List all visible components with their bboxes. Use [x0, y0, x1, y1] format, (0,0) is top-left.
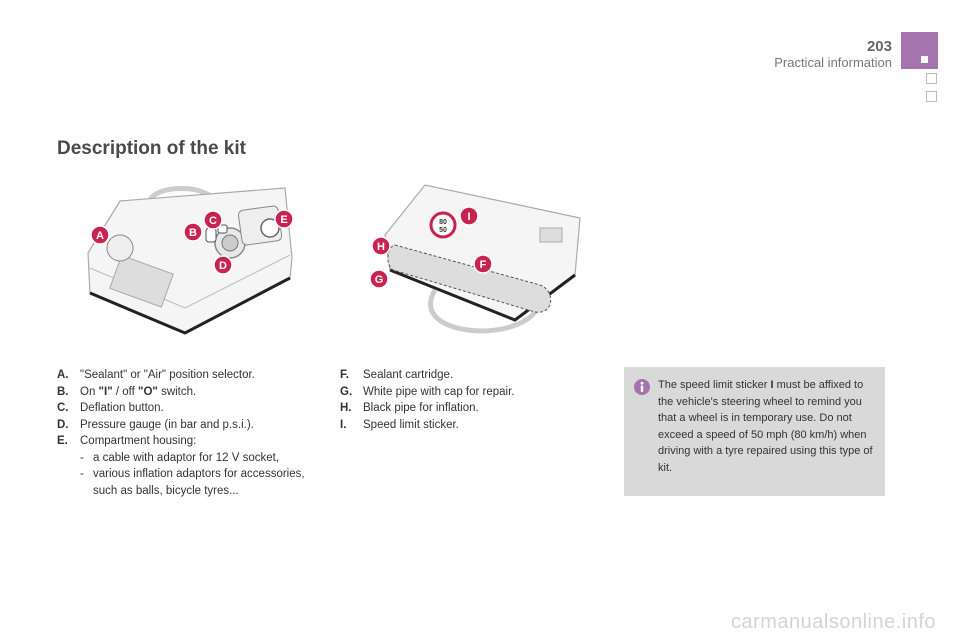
item-key: D.: [57, 418, 69, 431]
list-item: [57, 417, 307, 434]
info-icon: [634, 379, 650, 395]
chapter-tab-box-1[interactable]: [926, 73, 937, 84]
item-text: Deflation button.: [80, 402, 164, 414]
label-c: C: [209, 215, 217, 227]
item-key: H.: [340, 402, 352, 414]
page-title: Description of the kit: [57, 138, 246, 159]
info-note: [624, 367, 885, 496]
list-item: [57, 384, 307, 401]
label-f: F: [479, 259, 487, 271]
item-key: B.: [57, 385, 69, 398]
item-text: Compartment housing:: [80, 435, 197, 447]
parts-list-left: [57, 367, 307, 499]
item-text: "Sealant" or "Air" position selector.: [80, 369, 255, 381]
item-text: Pressure gauge (in bar and p.s.i.).: [80, 418, 254, 431]
item-key: I.: [340, 418, 347, 431]
speed-sticker-50: 50: [439, 227, 447, 234]
label-a: A: [96, 230, 104, 242]
item-key: E.: [57, 435, 68, 447]
item-key: C.: [57, 402, 69, 414]
parts-list-right: [340, 367, 570, 433]
list-item: [57, 400, 307, 417]
chapter-tab[interactable]: [901, 32, 938, 69]
kit-illustration-compressor: [80, 183, 305, 343]
sub-item: - a cable with adaptor for 12 V socket,: [80, 451, 280, 464]
item-text: Sealant cartridge.: [363, 369, 454, 381]
label-h: H: [377, 241, 385, 253]
note-text: The speed limit sticker I must be affixed to the vehicle's steering wheel to remind you that a wheel is in temporary use. Do not exceed a speed of 50 mph (80 km/h) when driving with a tyre repaired using this type of kit.: [658, 379, 873, 474]
list-item: [340, 417, 570, 434]
chapter-tab-box-2[interactable]: [926, 91, 937, 102]
list-item: [340, 367, 570, 384]
page-number: 203: [866, 38, 892, 55]
list-item: [340, 384, 570, 401]
item-key: F.: [340, 369, 349, 381]
item-key: A.: [57, 369, 69, 381]
section-title: Practical information: [774, 55, 892, 70]
tab-marker: [921, 56, 928, 63]
label-e: E: [280, 214, 288, 226]
speed-sticker-80: 80: [439, 219, 447, 226]
kit-illustration-cartridge: [365, 180, 590, 340]
label-i: I: [467, 211, 471, 223]
label-d: D: [219, 260, 227, 272]
list-item: [57, 367, 307, 384]
list-item: [57, 433, 307, 450]
item-key: G.: [340, 385, 353, 398]
item-text: White pipe with cap for repair.: [363, 385, 515, 398]
label-b: B: [189, 227, 197, 239]
item-text: Black pipe for inflation.: [363, 402, 479, 414]
item-text: On "I" / off "O" switch.: [80, 385, 197, 398]
label-g: G: [374, 274, 384, 286]
list-item: [340, 400, 570, 417]
watermark: carmanualsonline.info: [730, 611, 936, 633]
item-text: Speed limit sticker.: [363, 418, 459, 431]
sub-item: - various inflation adaptors for accessories, such as balls, bicycle tyres...: [80, 468, 305, 497]
list-subitems: [57, 450, 307, 500]
